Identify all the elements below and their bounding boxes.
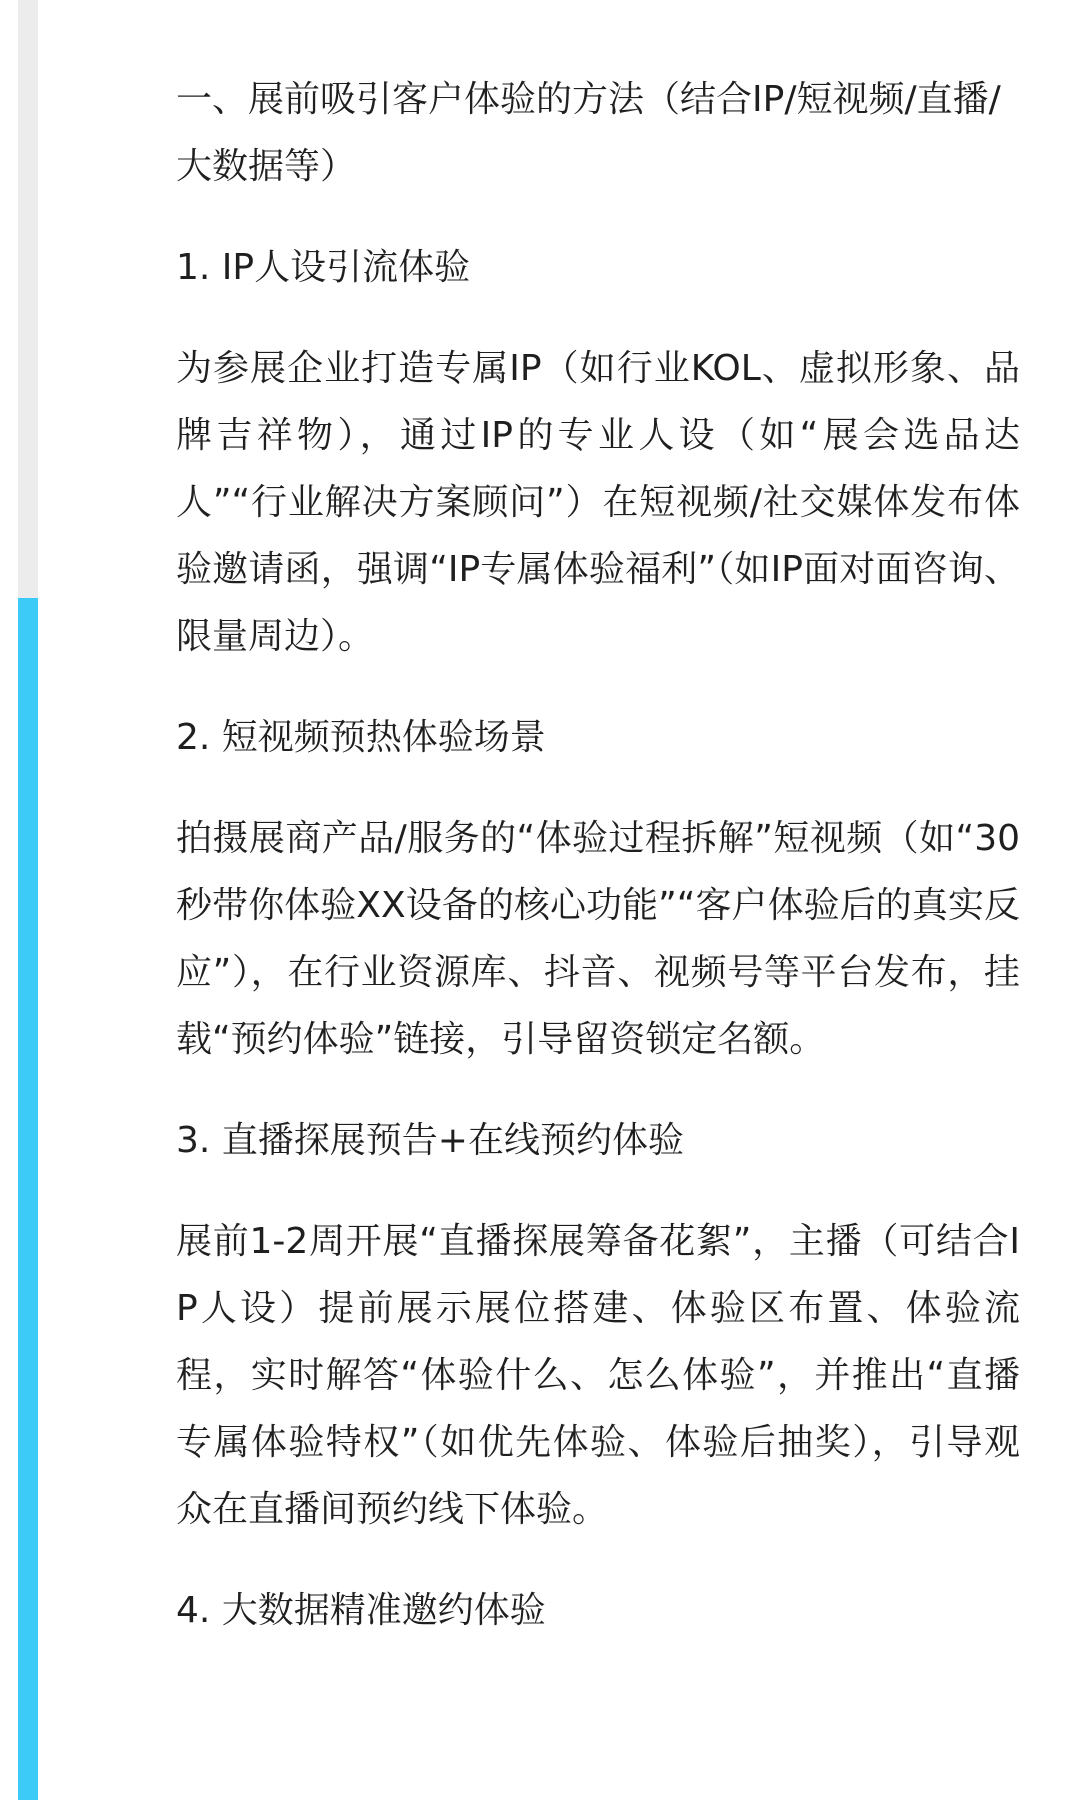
section-body-ip: 为参展企业打造专属IP（如行业KOL、虚拟形象、品牌吉祥物），通过IP的专业人设（如“展会选品达人”“行业解决方案顾问”）在短视频/社交媒体发布体验邀请函，强调“IP专属体验福利”（如IP面对面咨询、限量周边）。 xyxy=(176,348,1020,657)
article-content xyxy=(176,66,1020,1644)
section-body-short-video: 拍摄展商产品/服务的“体验过程拆解”短视频（如“30秒带你体验XX设备的核心功能”“客户体验后的真实反应”），在行业资源库、抖音、视频号等平台发布，挂载“预约体验”链接，引导留资锁定名额。 xyxy=(176,818,1020,1060)
section-body-livestream: 展前1-2周开展“直播探展筹备花絮”，主播（可结合IP人设）提前展示展位搭建、体验区布置、体验流程，实时解答“体验什么、怎么体验”，并推出“直播专属体验特权”（如优先体验、体验后抽奖），引导观众在直播间预约线下体验。 xyxy=(176,1221,1020,1530)
section-title-ip: 1. IP人设引流体验 xyxy=(176,247,471,288)
article-heading: 一、展前吸引客户体验的方法（结合IP/短视频/直播/大数据等） xyxy=(176,79,1001,187)
section-title-livestream: 3. 直播探展预告+在线预约体验 xyxy=(176,1120,684,1161)
section-title-big-data: 4. 大数据精准邀约体验 xyxy=(176,1590,546,1631)
scrollbar-thumb[interactable] xyxy=(18,598,38,1800)
section-title-short-video: 2. 短视频预热体验场景 xyxy=(176,717,546,758)
